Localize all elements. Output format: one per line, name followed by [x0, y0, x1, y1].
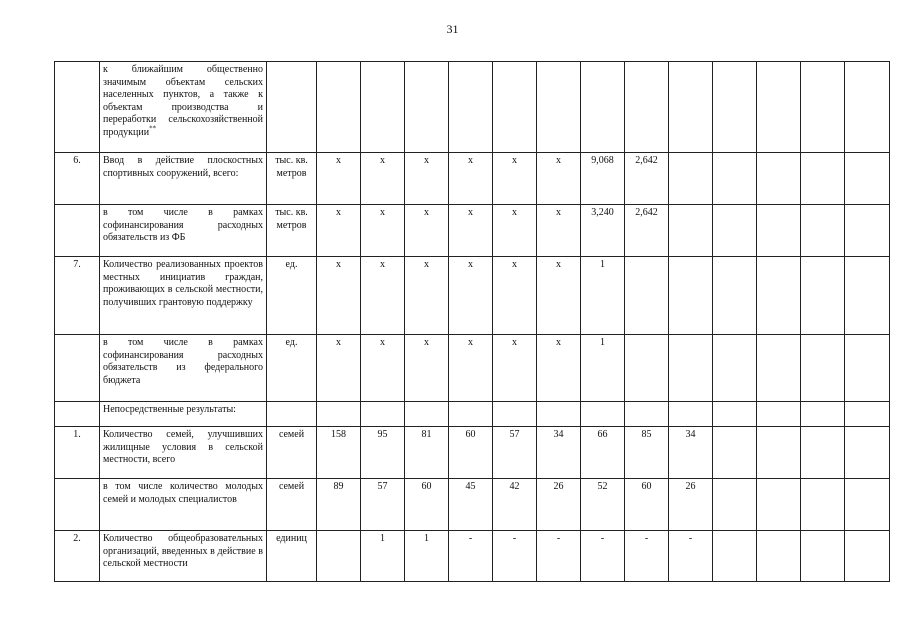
- value-cell: [845, 531, 890, 582]
- value-cell: [801, 62, 845, 153]
- value-cell: [669, 257, 713, 335]
- value-cell: [845, 427, 890, 479]
- unit-cell: ед.: [267, 335, 317, 402]
- indicator-name-cell: [100, 62, 267, 153]
- value-cell: x: [405, 335, 449, 402]
- value-cell: [801, 479, 845, 531]
- table-row: [55, 531, 890, 582]
- value-cell: [801, 335, 845, 402]
- value-cell: [449, 402, 493, 427]
- value-cell: [405, 62, 449, 153]
- indicator-name-text: Количество семей, улучшивших жилищные условия в сельской местности, всего: [103, 429, 263, 465]
- value-cell: x: [449, 335, 493, 402]
- indicator-name-cell: [100, 402, 267, 427]
- value-cell: [361, 62, 405, 153]
- value-cell: [317, 62, 361, 153]
- table-row: [55, 62, 890, 153]
- value-cell: 34: [669, 427, 713, 479]
- value-cell: 66: [581, 427, 625, 479]
- indicator-name-text: в том числе количество молодых семей и молодых специалистов: [103, 481, 263, 505]
- value-cell: [801, 531, 845, 582]
- value-cell: [449, 62, 493, 153]
- indicator-name-cell: [100, 205, 267, 257]
- value-cell: [757, 531, 801, 582]
- indicator-name-cell: [100, 427, 267, 479]
- value-cell: x: [317, 257, 361, 335]
- value-cell: 3,240: [581, 205, 625, 257]
- indicators-table: [54, 61, 890, 582]
- value-cell: 45: [449, 479, 493, 531]
- value-cell: [537, 402, 581, 427]
- unit-cell: [267, 402, 317, 427]
- indicator-name-cell: [100, 257, 267, 335]
- value-cell: x: [537, 153, 581, 205]
- table-row: [55, 257, 890, 335]
- value-cell: x: [405, 205, 449, 257]
- value-cell: 26: [669, 479, 713, 531]
- value-cell: x: [537, 257, 581, 335]
- value-cell: 89: [317, 479, 361, 531]
- indicator-name-text: Ввод в действие плоскостных спортивных сооружений, всего:: [103, 155, 263, 179]
- value-cell: 26: [537, 479, 581, 531]
- value-cell: [713, 153, 757, 205]
- value-cell: 1: [581, 257, 625, 335]
- value-cell: [845, 205, 890, 257]
- row-number-cell: [55, 479, 100, 531]
- page-number: 31: [446, 22, 459, 36]
- value-cell: [845, 402, 890, 427]
- value-cell: 81: [405, 427, 449, 479]
- value-cell: [845, 153, 890, 205]
- indicator-name-text: Количество реализованных проектов местных инициатив граждан, проживающих в сельской местности, получивших грантовую поддержку: [103, 259, 263, 308]
- row-number-cell: 2.: [55, 531, 100, 582]
- indicator-name-text: к ближайшим общественно значимым объектам сельских населенных пунктов, а также к объектам производства и переработки сельскохозяйственной продукции: [103, 64, 263, 138]
- value-cell: [845, 335, 890, 402]
- value-cell: -: [449, 531, 493, 582]
- value-cell: 95: [361, 427, 405, 479]
- unit-cell: тыс. кв. метров: [267, 153, 317, 205]
- value-cell: [801, 153, 845, 205]
- row-number-cell: [55, 205, 100, 257]
- value-cell: 9,068: [581, 153, 625, 205]
- value-cell: 2,642: [625, 153, 669, 205]
- value-cell: [713, 479, 757, 531]
- value-cell: 34: [537, 427, 581, 479]
- row-number-cell: [55, 402, 100, 427]
- value-cell: x: [317, 335, 361, 402]
- value-cell: 1: [581, 335, 625, 402]
- value-cell: 158: [317, 427, 361, 479]
- value-cell: x: [493, 205, 537, 257]
- indicator-name-text: в том числе в рамках софинансирования расходных обязательств из федерального бюджета: [103, 337, 263, 386]
- value-cell: -: [669, 531, 713, 582]
- value-cell: -: [493, 531, 537, 582]
- value-cell: x: [493, 257, 537, 335]
- value-cell: x: [361, 153, 405, 205]
- value-cell: x: [361, 205, 405, 257]
- indicator-name-text: в том числе в рамках софинансирования расходных обязательств из ФБ: [103, 207, 263, 243]
- value-cell: [757, 335, 801, 402]
- value-cell: [757, 205, 801, 257]
- value-cell: 57: [493, 427, 537, 479]
- value-cell: [801, 427, 845, 479]
- value-cell: [713, 402, 757, 427]
- value-cell: [845, 257, 890, 335]
- table-row: [55, 205, 890, 257]
- value-cell: 52: [581, 479, 625, 531]
- value-cell: 1: [405, 531, 449, 582]
- value-cell: [493, 402, 537, 427]
- footnote-marker: **: [149, 124, 157, 133]
- value-cell: [845, 62, 890, 153]
- value-cell: [361, 402, 405, 427]
- value-cell: [669, 205, 713, 257]
- value-cell: [625, 62, 669, 153]
- value-cell: [493, 62, 537, 153]
- value-cell: x: [361, 335, 405, 402]
- value-cell: x: [317, 205, 361, 257]
- indicator-name-cell: [100, 479, 267, 531]
- value-cell: [405, 402, 449, 427]
- value-cell: [581, 402, 625, 427]
- value-cell: 60: [625, 479, 669, 531]
- indicator-name-cell: [100, 335, 267, 402]
- value-cell: [801, 257, 845, 335]
- indicator-name-text: Непосредственные результаты:: [103, 404, 236, 415]
- value-cell: -: [581, 531, 625, 582]
- value-cell: x: [449, 205, 493, 257]
- value-cell: [317, 531, 361, 582]
- value-cell: x: [405, 257, 449, 335]
- value-cell: x: [361, 257, 405, 335]
- value-cell: [757, 479, 801, 531]
- value-cell: [317, 402, 361, 427]
- table-row: [55, 153, 890, 205]
- value-cell: [757, 62, 801, 153]
- value-cell: [757, 402, 801, 427]
- value-cell: [625, 257, 669, 335]
- indicator-name-cell: [100, 531, 267, 582]
- value-cell: [625, 335, 669, 402]
- row-number-cell: 7.: [55, 257, 100, 335]
- unit-cell: семей: [267, 479, 317, 531]
- value-cell: 42: [493, 479, 537, 531]
- value-cell: [713, 531, 757, 582]
- value-cell: x: [537, 205, 581, 257]
- value-cell: x: [317, 153, 361, 205]
- value-cell: -: [625, 531, 669, 582]
- value-cell: -: [537, 531, 581, 582]
- table-row: [55, 479, 890, 531]
- value-cell: x: [405, 153, 449, 205]
- value-cell: [801, 402, 845, 427]
- indicator-name-text: Количество общеобразовательных организаций, введенных в действие в сельской местности: [103, 533, 263, 569]
- unit-cell: семей: [267, 427, 317, 479]
- value-cell: x: [493, 335, 537, 402]
- row-number-cell: 6.: [55, 153, 100, 205]
- value-cell: 85: [625, 427, 669, 479]
- table-row: [55, 427, 890, 479]
- value-cell: [669, 402, 713, 427]
- value-cell: x: [537, 335, 581, 402]
- value-cell: [757, 153, 801, 205]
- value-cell: 2,642: [625, 205, 669, 257]
- value-cell: [713, 427, 757, 479]
- value-cell: [669, 335, 713, 402]
- value-cell: [625, 402, 669, 427]
- indicator-name-cell: [100, 153, 267, 205]
- value-cell: [713, 257, 757, 335]
- value-cell: x: [493, 153, 537, 205]
- value-cell: [713, 335, 757, 402]
- value-cell: [713, 205, 757, 257]
- unit-cell: единиц: [267, 531, 317, 582]
- value-cell: x: [449, 257, 493, 335]
- value-cell: [581, 62, 625, 153]
- value-cell: 57: [361, 479, 405, 531]
- unit-cell: ед.: [267, 257, 317, 335]
- value-cell: [845, 479, 890, 531]
- value-cell: [669, 62, 713, 153]
- value-cell: 60: [405, 479, 449, 531]
- unit-cell: тыс. кв. метров: [267, 205, 317, 257]
- row-number-cell: 1.: [55, 427, 100, 479]
- table-row: [55, 335, 890, 402]
- value-cell: [669, 153, 713, 205]
- row-number-cell: [55, 62, 100, 153]
- value-cell: 1: [361, 531, 405, 582]
- row-number-cell: [55, 335, 100, 402]
- table-row: [55, 402, 890, 427]
- value-cell: 60: [449, 427, 493, 479]
- value-cell: [713, 62, 757, 153]
- value-cell: [757, 427, 801, 479]
- value-cell: [537, 62, 581, 153]
- unit-cell: [267, 62, 317, 153]
- value-cell: [757, 257, 801, 335]
- value-cell: x: [449, 153, 493, 205]
- value-cell: [801, 205, 845, 257]
